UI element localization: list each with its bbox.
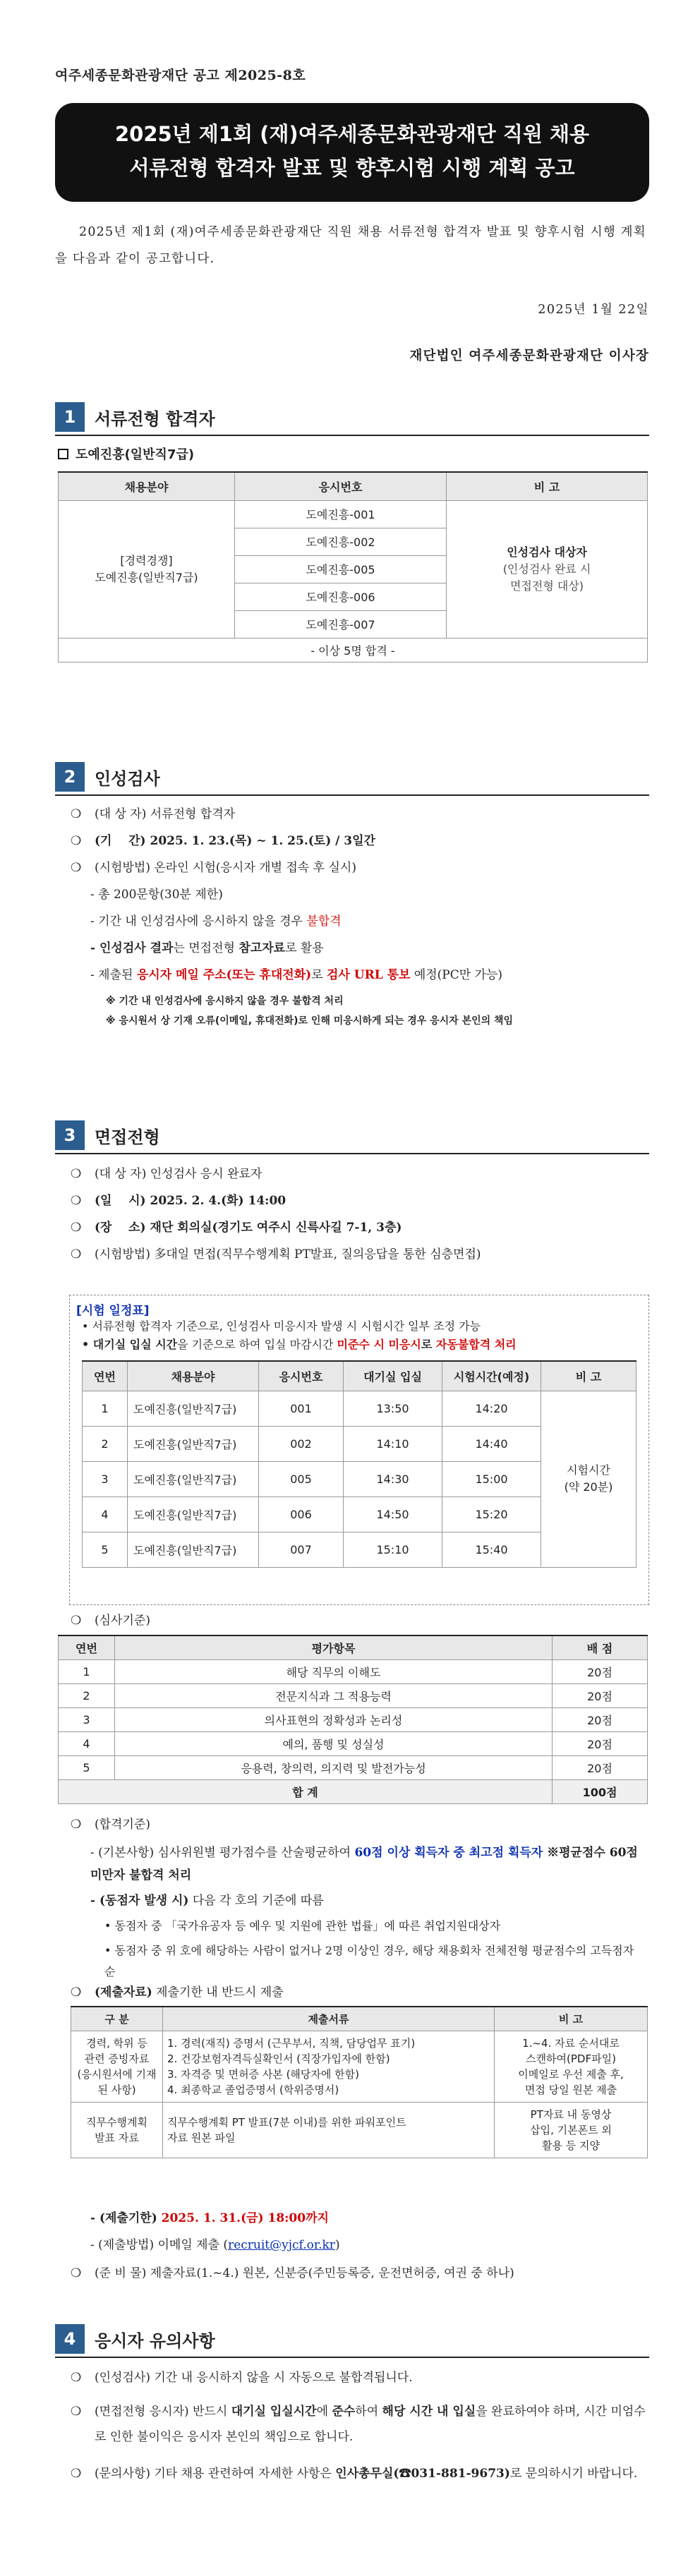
- table-row-total: 합 계 100점: [59, 1779, 648, 1803]
- list-item: ❍ (시험방법) 온라인 시험(응시자 개별 접속 후 실시): [71, 861, 356, 875]
- intro-text: 2025년 제1회 (재)여주세종문화관광재단 직원 채용 서류전형 합격자 발표 및 향후시험 시행 계획을 다음과 같이 공고합니다.: [55, 225, 646, 266]
- email-link[interactable]: recruit@yjcf.or.kr: [228, 2238, 335, 2252]
- list-item: ❍ (기 간) 2025. 1. 23.(목) ~ 1. 25.(토) / 3일간: [71, 834, 375, 848]
- submission-table: 구 분 제출서류 비 고 경력, 학위 등 관련 증빙자료 (응시원서에 기재된 사항) 1. 경력(재직) 증명서 (근무부서, 직책, 담당업무 표기) 2. 건강보험자격득실확인서 (직장가입자에 한함) 3. 자격증 및 면허증 사본 (해당자에 한함) 4. 최종학교 졸업증명서 (학위증명서) 1.~4. 자료 순서대로 스캔하여(PDF파일) 이메일로 우선 제출 후, 면접 당일 원본 제출 직무수행계획 발표 자료 직무수행계획 PT 발표(7분 이내)를 위한 파워포인트 자료 원본 파일 PT자료 내 동영상 삽입, 기본폰트 외 활용 등 지양: [71, 2006, 648, 2158]
- dash-item: - (제출기한) 2025. 1. 31.(금) 18:00까지: [90, 2211, 329, 2225]
- section-number: 2: [55, 762, 85, 792]
- section-1-heading: [55, 402, 649, 432]
- th-number: 응시번호: [235, 472, 447, 500]
- table-row: 4 도예진흥(일반직7급) 006 14:50 15:20: [83, 1496, 636, 1532]
- list-item: ❍ (제출자료) 제출기한 내 반드시 제출: [71, 1985, 284, 2000]
- notice-date: 2025년 1월 22일: [538, 303, 649, 317]
- list-item: ❍ (심사기준): [71, 1614, 150, 1628]
- cell-number: 도예진흥-001: [235, 500, 447, 528]
- cell-note: 인성검사 대상자 (인성검사 완료 시 면접전형 대상): [447, 500, 648, 638]
- organization-name: 재단법인 여주세종문화관광재단 이사장: [409, 349, 649, 363]
- table-row: 5 도예진흥(일반직7급) 007 15:10 15:40: [83, 1532, 636, 1567]
- title-line-2: 서류전형 합격자 발표 및 향후시험 시행 계획 공고: [129, 156, 575, 180]
- section-2-heading: [55, 762, 649, 792]
- checkbox-icon: [58, 449, 68, 459]
- cell-number: 도예진흥-006: [235, 583, 447, 610]
- cell-footer: - 이상 5명 합격 -: [59, 638, 648, 662]
- schedule-note: • 서류전형 합격자 기준으로, 인성검사 미응시자 발생 시 시험시간 일부 조정 가능: [82, 1319, 481, 1333]
- table-row: 경력, 학위 등 관련 증빙자료 (응시원서에 기재된 사항) 1. 경력(재직) 증명서 (근무부서, 직책, 담당업무 표기) 2. 건강보험자격득실확인서 (직장가입자에 한함) 3. 자격증 및 면허증 사본 (해당자에 한함) 4. 최종학교 졸업증명서 (학위증명서) 1.~4. 자료 순서대로 스캔하여(PDF파일) 이메일로 우선 제출 후, 면접 당일 원본 제출: [71, 2031, 648, 2102]
- table-row: 3 도예진흥(일반직7급) 005 14:30 15:00: [83, 1461, 636, 1496]
- list-item: ❍ (문의사항) 기타 채용 관련하여 자세한 사항은 인사총무실(☎031-881-9673)로 문의하시기 바랍니다.: [71, 2467, 638, 2481]
- section-3-heading: [55, 1120, 649, 1150]
- section-title: 응시자 유의사항: [95, 2330, 215, 2351]
- section-number: 3: [55, 1120, 85, 1150]
- subheading-dept: 도예진흥(일반직7급): [58, 445, 194, 463]
- schedule-title: [시험 일정표]: [76, 1304, 150, 1318]
- interview-schedule-table: 연번 채용분야 응시번호 대기실 입실 시험시간(예정) 비 고 1 도예진흥(일반직7급) 001 13:50 14:20 시험시간 (약 20분) 2 도예진흥(일반직7급) 002 14:10 14:40 3 도예진흥(일반직7급) 005 14:30 15:00 4 도예진흥(일반직7급) 006 14:50 15:20 5 도예진흥(일반직7급) 007 15:10 15:40: [82, 1360, 636, 1568]
- dash-item: - 제출된 응시자 메일 주소(또는 휴대전화)로 검사 URL 통보 예정(PC만 가능): [90, 968, 503, 982]
- cell-number: 도예진흥-002: [235, 528, 447, 555]
- th-field: 채용분야: [59, 472, 235, 500]
- dash-item: - 인성검사 결과는 면접전형 참고자료로 활용: [90, 941, 324, 955]
- th-note: 비 고: [447, 472, 648, 500]
- cell-number: 도예진흥-005: [235, 555, 447, 583]
- dash-item: • 동점자 중 「국가유공자 등 예우 및 지원에 관한 법률」에 따른 취업지원대상자: [104, 1919, 501, 1933]
- table-row: 4 예의, 품행 및 성실성 20점: [59, 1731, 648, 1755]
- section-number: 4: [55, 2324, 85, 2354]
- section-number: 1: [55, 402, 85, 432]
- dash-item: • 동점자 중 위 호에 해당하는 사람이 없거나 2명 이상인 경우, 해당 채용회차 전체전형 평균점수의 고득점자 순: [104, 1944, 634, 1978]
- list-item: ❍ (인성검사) 기간 내 응시하지 않을 시 자동으로 불합격됩니다.: [71, 2371, 413, 2385]
- dash-item: - 총 200문항(30분 제한): [90, 888, 223, 902]
- list-item: ❍ (장 소) 재단 회의실(경기도 여주시 신륵사길 7-1, 3층): [71, 1221, 402, 1235]
- note-text: ※ 응시원서 상 기재 오류(이메일, 휴대전화)로 인해 미응시하게 되는 경우 응시자 본인의 책임: [106, 1015, 514, 1027]
- table-row: 2 전문지식과 그 적용능력 20점: [59, 1683, 648, 1707]
- list-item: ❍ (일 시) 2025. 2. 4.(화) 14:00: [71, 1194, 286, 1208]
- list-item: ❍ (준 비 물) 제출자료(1.~4.) 원본, 신분증(주민등록증, 운전면허증, 여권 중 하나): [71, 2266, 514, 2280]
- dash-item: - 기간 내 인성검사에 응시하지 않을 경우 불합격: [90, 914, 342, 929]
- list-item: ❍ (합격기준): [71, 1818, 150, 1832]
- section-4-heading: [55, 2324, 649, 2354]
- page-title: [55, 103, 649, 202]
- document-pass-table: [58, 471, 648, 663]
- notice-number: 여주세종문화관광재단 공고 제2025-8호: [55, 68, 306, 83]
- table-row: 5 응용력, 창의력, 의지력 및 발전가능성 20점: [59, 1755, 648, 1779]
- list-item: ❍ (시험방법) 多대일 면접(직무수행계획 PT발표, 질의응답을 통한 심층면접): [71, 1247, 481, 1262]
- criteria-table: 연번 평가항목 배 점 1 해당 직무의 이해도 20점 2 전문지식과 그 적용능력 20점 3 의사표현의 정확성과 논리성 20점 4 예의, 품행 및 성실성 20점 5 응용력, 창의력, 의지력 및 발전가능성 20점 합 계 100점: [58, 1635, 648, 1804]
- list-item: ❍ (면접전형 응시자) 반드시 대기실 입실시간에 준수하여 해당 시간 내 입실을 완료하여야 하며, 시간 미엄수로 인한 불이익은 응시자 본인의 책임으로 합니다.: [71, 2405, 646, 2444]
- dash-item: - (기본사항) 심사위원별 평가점수를 산술평균하여 60점 이상 획득자 중 최고점 획득자 ※평균점수 60점 미만자 불합격 처리: [90, 1846, 638, 1882]
- dash-item: - (제출방법) 이메일 제출 (recruit@yjcf.or.kr): [90, 2238, 340, 2252]
- section-title: 인성검사: [95, 768, 160, 789]
- table-row: 3 의사표현의 정확성과 논리성 20점: [59, 1707, 648, 1731]
- table-row: 직무수행계획 발표 자료 직무수행계획 PT 발표(7분 이내)를 위한 파워포인트 자료 원본 파일 PT자료 내 동영상 삽입, 기본폰트 외 활용 등 지양: [71, 2102, 648, 2158]
- note-text: ※ 기간 내 인성검사에 응시하지 않을 경우 불합격 처리: [106, 996, 344, 1007]
- cell-number: 도예진흥-007: [235, 610, 447, 638]
- section-title: 서류전형 합격자: [95, 409, 215, 429]
- list-item: ❍ (대 상 자) 인성검사 응시 완료자: [71, 1167, 262, 1181]
- schedule-note: • 대기실 입실 시간을 기준으로 하여 입실 마감시간 미준수 시 미응시로 자동불합격 처리: [82, 1338, 517, 1351]
- section-title: 면접전형: [95, 1127, 160, 1147]
- dash-item: - (동점자 발생 시) 다음 각 호의 기준에 따름: [90, 1894, 324, 1908]
- table-row: 1 도예진흥(일반직7급) 001 13:50 14:20 시험시간 (약 20분): [83, 1391, 636, 1426]
- cell-field: [경력경쟁] 도예진흥(일반직7급): [59, 500, 235, 638]
- table-row: 1 해당 직무의 이해도 20점: [59, 1659, 648, 1683]
- list-item: ❍ (대 상 자) 서류전형 합격자: [71, 807, 236, 821]
- title-line-1: 2025년 제1회 (재)여주세종문화관광재단 직원 채용: [114, 122, 590, 146]
- cell-note: 시험시간 (약 20분): [541, 1391, 636, 1567]
- table-row: 2 도예진흥(일반직7급) 002 14:10 14:40: [83, 1426, 636, 1461]
